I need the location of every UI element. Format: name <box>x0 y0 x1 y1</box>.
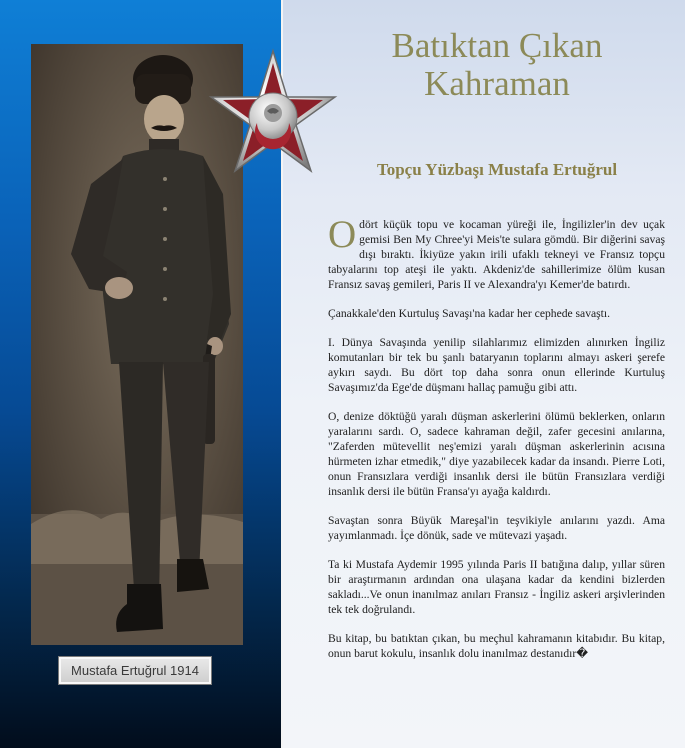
paragraph-7: Bu kitap, bu batıktan çıkan, bu meçhul kahramanın kitabıdır. Bu kitap, onun barut kokulu, insanlık dolu inanılmaz destanıdır� <box>328 632 665 660</box>
article-body <box>328 213 665 675</box>
paragraph-4: O, denize döktüğü yaralı düşman askerlerini ölümü beklerken, onların yaralarını sardı. O, sadece kahraman değil, zafer gecesini anılarına, "Zaferden mütevellit neş'emizi yaralı düşman askerlerinin acısına hürmeten izhar etmedik," diye yazabilecek kadar da insandı. Pierre Loti, onun Fransızlara verdiği insanlık dersi ile bütün Fransızlara verdiği insanlık dersi ile bütün Fransa'yı ayağa kaldırdı. <box>328 410 665 498</box>
page-subtitle: Topçu Yüzbaşı Mustafa Ertuğrul <box>376 160 618 179</box>
page-title <box>340 27 654 103</box>
paragraph-6: Ta ki Mustafa Aydemir 1995 yılında Paris II batığına dalıp, yıllar süren bir araştırmanın ardından ona ulaşana kadar da kendini bizlerden sakladı...Ve onun inanılmaz anıları Fransız - İngiliz askeri arşivlerinden tek tek doğrulandı. <box>328 558 665 616</box>
star-medal-icon <box>203 47 343 187</box>
paragraph-1-text: dört küçük topu ve kocaman yüreği ile, İngilizler'in dev uçak gemisi Ben My Chree'yi Meis'te sulara gömdü. Bir diğerini savaş dışı bıraktı. İkiyüze yakın irili ufaklı tekneyi ve Fransız topçu tabyalarını top ateşi ile yaktı. Akdeniz'de sahillerimize ölüm kusan Fransız savaş gemileri, Paris II ve Alexandra'yı Kemer'de batırdı. <box>328 218 665 291</box>
title-line-1: Batıktan Çıkan <box>391 26 603 65</box>
paragraph-1 <box>328 213 665 292</box>
drop-cap: O <box>328 213 357 256</box>
title-line-2: Kahraman <box>424 64 570 103</box>
paragraph-2: Çanakkale'den Kurtuluş Savaşı'na kadar her cephede savaştı. <box>328 307 611 320</box>
paragraph-5: Savaştan sonra Büyük Mareşal'in teşvikiyle anılarını yazdı. Ama yayımlanmadı. İçe dönük, sade ve mütevazi yaşadı. <box>328 514 665 542</box>
photo-caption: Mustafa Ertuğrul 1914 <box>59 657 211 684</box>
paragraph-3: I. Dünya Savaşında yenilip silahlarımız elimizden alınırken İngiliz komutanları bir tek bu şanlı bataryanın toplarını almayı askeri şerefe aykırı saydı. Bu dört top daha sonra onun ellerinde Kurtuluş Savaşımız'da Ege'de düşmanı hallaç pamuğu gibi attı. <box>328 336 665 394</box>
